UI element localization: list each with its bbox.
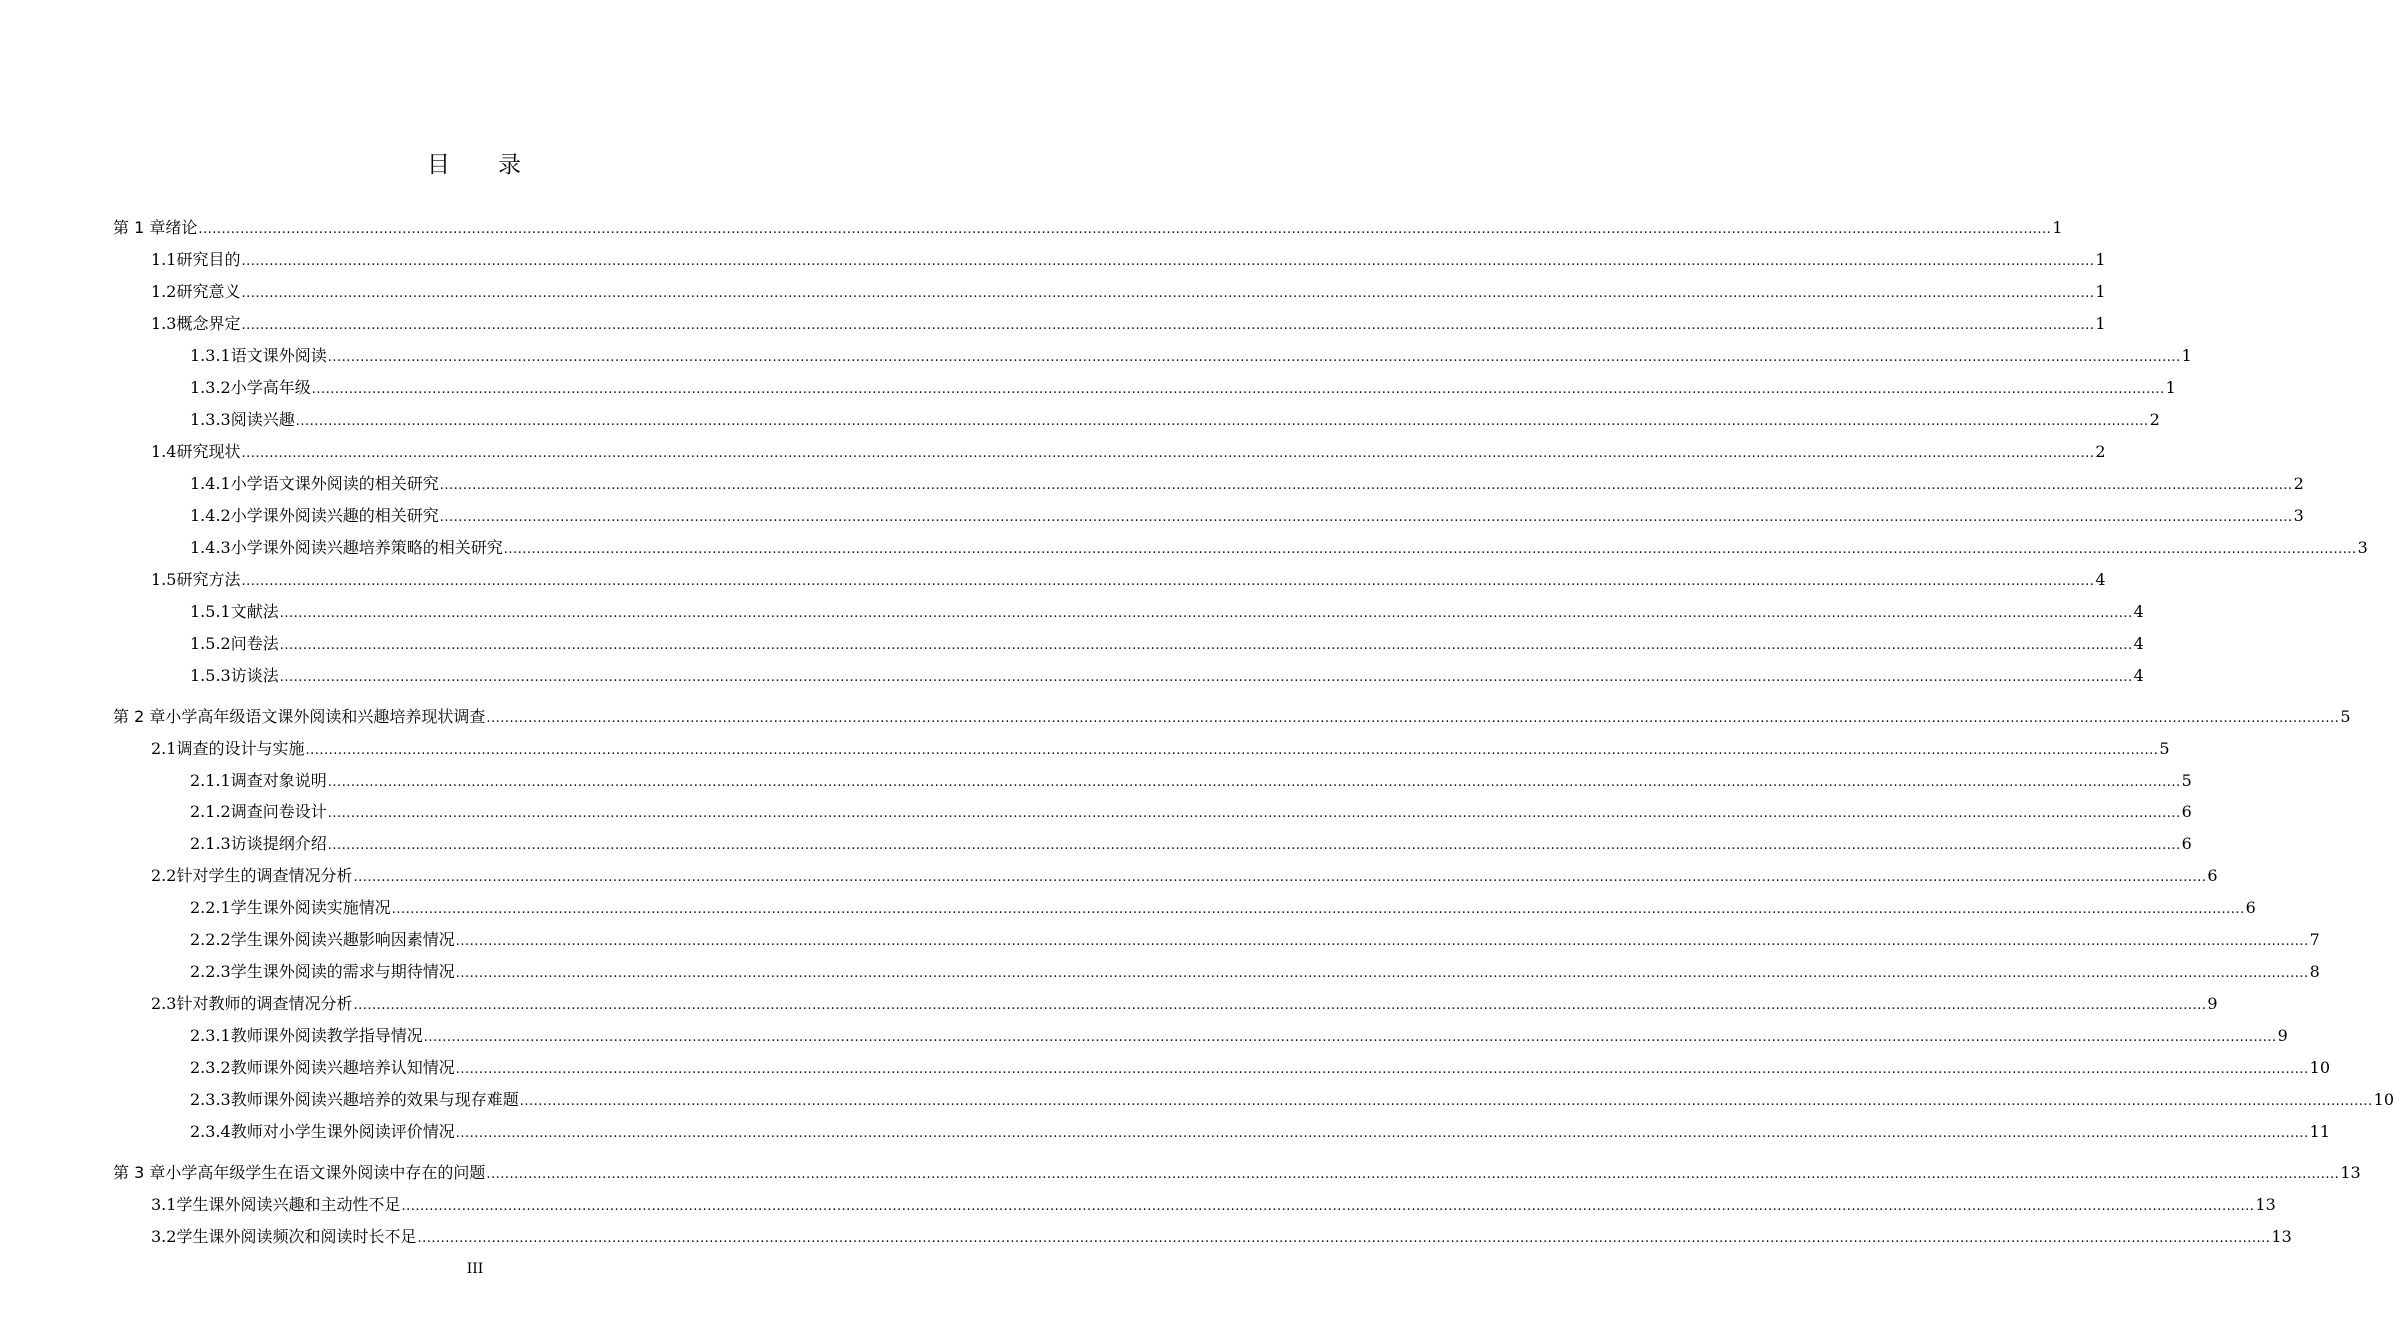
dot-leader: ................................................................................................................................................................................................................................................................................................................................................................................................................: [305, 743, 2159, 758]
toc-entry-title: 研究意义: [176, 282, 241, 301]
toc-entry-title: 研究现状: [176, 442, 241, 461]
toc-entry-title: 小学语文课外阅读的相关研究: [230, 474, 439, 493]
toc-entry-number: 第 3 章: [113, 1163, 166, 1182]
toc-entry-page: 4: [2095, 570, 2106, 589]
dot-leader: ................................................................................................................................................................................................................................................................................................................................................................................................................: [279, 606, 2133, 621]
toc-entry[interactable]: [190, 769, 2192, 793]
toc-entry-title: 调查的设计与实施: [176, 739, 305, 758]
dot-leader: ................................................................................................................................................................................................................................................................................................................................................................................................................: [241, 574, 2095, 589]
dot-leader: ................................................................................................................................................................................................................................................................................................................................................................................................................: [327, 775, 2181, 790]
toc-entry-page: 6: [2207, 866, 2218, 885]
toc-entry-number: 第 2 章: [113, 707, 166, 726]
toc-entry-page: 13: [2340, 1163, 2361, 1182]
toc-entry-page: 13: [2271, 1227, 2292, 1246]
toc-entry-number: 1.3.2: [190, 378, 231, 397]
toc-entry[interactable]: [113, 705, 2351, 729]
toc-entry-number: 1.1: [151, 250, 177, 269]
toc-entry-number: 1.3.3: [190, 410, 231, 429]
toc-entry-title: 访谈法: [230, 666, 279, 685]
dot-leader: ................................................................................................................................................................................................................................................................................................................................................................................................................: [503, 542, 2357, 557]
toc-entry-title: 问卷法: [230, 634, 279, 653]
toc-entry[interactable]: [190, 344, 2192, 368]
toc-entry-page: 9: [2277, 1026, 2288, 1045]
toc-entry-page: 1: [2095, 282, 2106, 301]
dot-leader: ................................................................................................................................................................................................................................................................................................................................................................................................................: [455, 934, 2309, 949]
toc-entry-number: 1.4.2: [190, 506, 231, 525]
toc-entry-page: 1: [2181, 346, 2192, 365]
dot-leader: ................................................................................................................................................................................................................................................................................................................................................................................................................: [353, 870, 2207, 885]
toc-entry-number: 1.5: [151, 570, 177, 589]
dot-leader: ................................................................................................................................................................................................................................................................................................................................................................................................................: [417, 1231, 2271, 1246]
toc-entry[interactable]: [190, 664, 2144, 688]
toc-entry-title: 教师课外阅读兴趣培养认知情况: [230, 1058, 455, 1077]
toc-entry[interactable]: [113, 1161, 2361, 1185]
toc-entry[interactable]: [190, 1024, 2288, 1048]
toc-entry-page: 4: [2133, 602, 2144, 621]
toc-entry-page: 13: [2255, 1195, 2276, 1214]
toc-entry-title: 研究目的: [176, 250, 241, 269]
toc-entry[interactable]: [190, 800, 2192, 824]
toc-entry-page: 10: [2373, 1090, 2394, 1109]
toc-entry-page: 9: [2207, 994, 2218, 1013]
dot-leader: ................................................................................................................................................................................................................................................................................................................................................................................................................: [279, 670, 2133, 685]
toc-entry-title: 针对教师的调查情况分析: [176, 994, 353, 1013]
toc-entry[interactable]: [190, 472, 2304, 496]
toc-entry-number: 2.3.3: [190, 1090, 231, 1109]
toc-entry-title: 小学课外阅读兴趣培养策略的相关研究: [230, 538, 503, 557]
toc-entry[interactable]: [190, 896, 2256, 920]
toc-entry-number: 1.2: [151, 282, 177, 301]
toc-entry-page: 1: [2165, 378, 2176, 397]
dot-leader: ................................................................................................................................................................................................................................................................................................................................................................................................................: [241, 286, 2095, 301]
toc-entry-title: 针对学生的调查情况分析: [176, 866, 353, 885]
toc-entry-number: 2.3.2: [190, 1058, 231, 1077]
toc-entry-page: 5: [2181, 771, 2192, 790]
toc-entry-page: 3: [2357, 538, 2368, 557]
toc-entry-title: 学生课外阅读兴趣和主动性不足: [176, 1195, 401, 1214]
toc-entry-title: 研究方法: [176, 570, 241, 589]
toc-entry[interactable]: [190, 832, 2192, 856]
dot-leader: ................................................................................................................................................................................................................................................................................................................................................................................................................: [455, 966, 2309, 981]
dot-leader: ................................................................................................................................................................................................................................................................................................................................................................................................................: [241, 318, 2095, 333]
toc-entry-number: 1.3: [151, 314, 177, 333]
toc-entry-title: 学生课外阅读频次和阅读时长不足: [176, 1227, 417, 1246]
dot-leader: ................................................................................................................................................................................................................................................................................................................................................................................................................: [311, 382, 2165, 397]
toc-entry-title: 教师课外阅读兴趣培养的效果与现存难题: [230, 1090, 519, 1109]
toc-entry-number: 1.3.1: [190, 346, 231, 365]
dot-leader: ................................................................................................................................................................................................................................................................................................................................................................................................................: [279, 638, 2133, 653]
dot-leader: ................................................................................................................................................................................................................................................................................................................................................................................................................: [486, 711, 2340, 726]
toc-entry[interactable]: [151, 737, 2170, 761]
toc-entry-title: 学生课外阅读兴趣影响因素情况: [230, 930, 455, 949]
dot-leader: ................................................................................................................................................................................................................................................................................................................................................................................................................: [391, 902, 2245, 917]
toc-entry-number: 1.5.2: [190, 634, 231, 653]
dot-leader: ................................................................................................................................................................................................................................................................................................................................................................................................................: [327, 838, 2181, 853]
toc-entry[interactable]: [151, 1225, 2292, 1249]
toc-entry[interactable]: [151, 864, 2218, 888]
toc-entry-page: 5: [2159, 739, 2170, 758]
dot-leader: ................................................................................................................................................................................................................................................................................................................................................................................................................: [327, 806, 2181, 821]
toc-entry-title: 调查问卷设计: [230, 802, 327, 821]
toc-entry-title: 小学课外阅读兴趣的相关研究: [230, 506, 439, 525]
toc-entry-title: 小学高年级学生在语文课外阅读中存在的问题: [165, 1163, 486, 1182]
toc-entry[interactable]: [113, 216, 2063, 240]
toc-entry-number: 2.1.3: [190, 834, 231, 853]
toc-entry-title: 学生课外阅读实施情况: [230, 898, 391, 917]
toc-entry-page: 2: [2293, 474, 2304, 493]
toc-entry[interactable]: [190, 600, 2144, 624]
page-number-footer: III: [466, 1261, 484, 1277]
toc-entry-title: 教师课外阅读教学指导情况: [230, 1026, 423, 1045]
toc-entry-page: 1: [2052, 218, 2063, 237]
dot-leader: ................................................................................................................................................................................................................................................................................................................................................................................................................: [353, 998, 2207, 1013]
toc-entry-page: 2: [2095, 442, 2106, 461]
toc-entry-page: 1: [2095, 250, 2106, 269]
toc-entry-number: 1.5.1: [190, 602, 231, 621]
toc-entry-page: 8: [2309, 962, 2320, 981]
toc-entry[interactable]: [151, 248, 2106, 272]
toc-entry-title: 小学高年级: [230, 378, 311, 397]
toc-entry-number: 第 1 章: [113, 218, 166, 237]
toc-entry-page: 3: [2293, 506, 2304, 525]
toc-entry-page: 7: [2309, 930, 2320, 949]
dot-leader: ................................................................................................................................................................................................................................................................................................................................................................................................................: [423, 1030, 2277, 1045]
toc-entry-number: 1.4.1: [190, 474, 231, 493]
dot-leader: ................................................................................................................................................................................................................................................................................................................................................................................................................: [327, 350, 2181, 365]
toc-entry-number: 1.5.3: [190, 666, 231, 685]
toc-entry-number: 3.2: [151, 1227, 177, 1246]
toc-entry-page: 6: [2181, 834, 2192, 853]
toc-entry[interactable]: [190, 1088, 2394, 1112]
toc-entry-number: 2.1: [151, 739, 177, 758]
toc-entry-page: 1: [2095, 314, 2106, 333]
toc-entry[interactable]: [151, 568, 2106, 592]
toc-entry-page: 6: [2245, 898, 2256, 917]
toc-entry[interactable]: [151, 1193, 2276, 1217]
toc-entry-title: 访谈提纲介绍: [230, 834, 327, 853]
toc-entry-title: 阅读兴趣: [230, 410, 295, 429]
title-char-2: 录: [498, 152, 523, 178]
toc-entry-number: 2.2.1: [190, 898, 231, 917]
dot-leader: ................................................................................................................................................................................................................................................................................................................................................................................................................: [241, 254, 2095, 269]
dot-leader: ................................................................................................................................................................................................................................................................................................................................................................................................................: [401, 1199, 2255, 1214]
toc-entry-title: 学生课外阅读的需求与期待情况: [230, 962, 455, 981]
toc-entry[interactable]: [151, 440, 2106, 464]
toc-entry-page: 6: [2181, 802, 2192, 821]
toc-entry[interactable]: [190, 960, 2320, 984]
toc-entry[interactable]: [190, 1120, 2331, 1144]
toc-entry-number: 1.4.3: [190, 538, 231, 557]
toc-entry-title: 绪论: [165, 218, 198, 237]
toc-entry[interactable]: [190, 1056, 2331, 1080]
toc-entry[interactable]: [190, 536, 2368, 560]
toc-entry-page: 4: [2133, 666, 2144, 685]
toc-entry-number: 2.2.3: [190, 962, 231, 981]
toc-entry-number: 2.2.2: [190, 930, 231, 949]
toc-entry[interactable]: [190, 632, 2144, 656]
toc-entry-page: 5: [2340, 707, 2351, 726]
toc-entry[interactable]: [190, 376, 2176, 400]
toc-entry[interactable]: [151, 992, 2218, 1016]
page-title: [0, 146, 950, 179]
toc-entry-title: 语文课外阅读: [230, 346, 327, 365]
toc-entry-title: 文献法: [230, 602, 279, 621]
toc-entry-number: 2.1.2: [190, 802, 231, 821]
toc-entry-title: 教师对小学生课外阅读评价情况: [230, 1122, 455, 1141]
dot-leader: ................................................................................................................................................................................................................................................................................................................................................................................................................: [486, 1167, 2340, 1182]
dot-leader: ................................................................................................................................................................................................................................................................................................................................................................................................................: [198, 222, 2052, 237]
toc-entry-page: 11: [2309, 1122, 2331, 1141]
toc-entry-title: 调查对象说明: [230, 771, 327, 790]
toc-entry-page: 10: [2309, 1058, 2331, 1077]
title-char-1: 目: [427, 152, 452, 178]
toc-entry[interactable]: [151, 312, 2106, 336]
toc-entry-number: 2.3: [151, 994, 177, 1013]
dot-leader: ................................................................................................................................................................................................................................................................................................................................................................................................................: [439, 510, 2293, 525]
toc-entry-number: 2.3.4: [190, 1122, 231, 1141]
toc-entry[interactable]: [151, 280, 2106, 304]
dot-leader: ................................................................................................................................................................................................................................................................................................................................................................................................................: [439, 478, 2293, 493]
dot-leader: ................................................................................................................................................................................................................................................................................................................................................................................................................: [295, 414, 2149, 429]
toc-entry[interactable]: [190, 928, 2320, 952]
toc-entry-page: 2: [2149, 410, 2160, 429]
toc-entry-page: 4: [2133, 634, 2144, 653]
toc-entry-title: 小学高年级语文课外阅读和兴趣培养现状调查: [165, 707, 486, 726]
toc-entry[interactable]: [190, 504, 2304, 528]
toc-entry-number: 1.4: [151, 442, 177, 461]
dot-leader: ................................................................................................................................................................................................................................................................................................................................................................................................................: [455, 1062, 2309, 1077]
dot-leader: ................................................................................................................................................................................................................................................................................................................................................................................................................: [519, 1094, 2373, 1109]
toc-entry-number: 3.1: [151, 1195, 177, 1214]
dot-leader: ................................................................................................................................................................................................................................................................................................................................................................................................................: [455, 1126, 2309, 1141]
toc-entry[interactable]: [190, 408, 2160, 432]
dot-leader: ................................................................................................................................................................................................................................................................................................................................................................................................................: [241, 446, 2095, 461]
toc-entry-number: 2.3.1: [190, 1026, 231, 1045]
toc-entry-number: 2.1.1: [190, 771, 231, 790]
toc-entry-title: 概念界定: [176, 314, 241, 333]
toc-entry-number: 2.2: [151, 866, 177, 885]
